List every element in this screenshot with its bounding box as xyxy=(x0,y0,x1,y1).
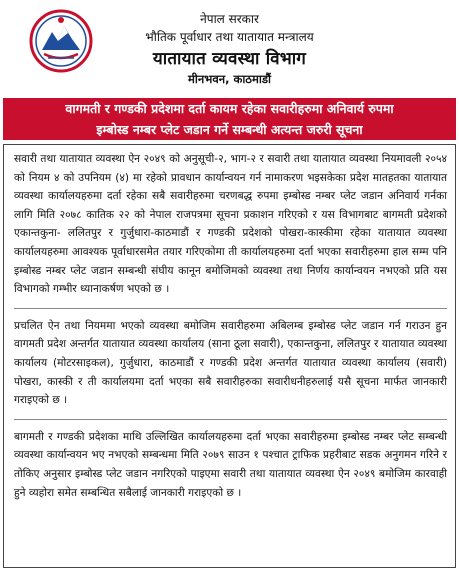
notice-title-line-1: वागमती र गण्डकी प्रदेशमा दर्ता कायम रहेका सवारीहरुमा अनिवार्य रुपमा xyxy=(65,101,394,116)
notice-paragraph-2: प्रचलित ऐन तथा नियममा भएको व्यवस्था बमोजिम सवारीहरुमा अबिलम्ब इम्बोस्ड प्लेट जडान गर्न गराउन हुन वागमती प्रदेश अन्तर्गत यातायात व्यवस्था कार्यालय (साना ठूला सवारी), एकान्तकुना, ललितपुर र यातायात व्यवस्था कार्यालय (मोटरसाइकल), गुर्जुधारा, काठमाडौं र गण्डकी प्रदेश अन्तर्गत यातायात व्यवस्था कार्यालय (सवारी) पोखरा, कास्की र ती कार्यालयमा दर्ता भएका सबै सवारीहरुका सवारीधनीहरुलाई यसै सूचना मार्फत जानकारी गराइएको छ । xyxy=(14,319,447,407)
notice-paragraph-3: बागमती र गण्डकी प्रदेशका माथि उल्लिखित कार्यालयहरुमा दर्ता भएका सवारीहरुमा इम्बोस्ड नम्बर प्लेट सम्बन्धी व्यवस्था कार्यान्वयन भए नभएको सम्बन्धमा मिति २०७९ साउन १ पश्चात ट्राफिक प्रहरीबाट सडक अनुगमन गरिने र तोकिए अनुसार इम्बोस्ड प्लेट जडान नगरिएको पाइएमा सवारी तथा यातायात व्यवस्था ऐन २०४९ बमोजिम कारवाही हुने व्यहोरा समेत सम्बन्धित सबैलाई जानकारी गराइएको छ । xyxy=(14,430,447,499)
paragraph-divider xyxy=(14,308,447,309)
government-name: नेपाल सरकार xyxy=(200,12,259,26)
office-location: मीनभवन, काठमाडौं xyxy=(188,72,271,86)
notice-title-line-2: इम्बोस्ड नम्बर प्लेट जडान गर्ने सम्बन्धी अत्यन्त जरुरी सूचना xyxy=(96,122,363,137)
notice-paragraph-1: सवारी तथा यातायात व्यवस्था ऐन २०४९ को अनुसूची-२, भाग-२ र सवारी तथा यातायात व्यवस्था नियमावली २०५४ को नियम ४ को उपनियम (४) मा रहेको प्रावधान कार्यान्वयन गर्न नामाकरण भइसकेका प्रदेश मातहतका यातायात व्यवस्था कार्यालयहरुमा दर्ता रहेका सबै सवारीहरुमा चरणबद्ध रुपमा इम्बोस्ड नम्बर प्लेट जडान अनिवार्य गर्नका लागि मिति २०७८ कातिक २२ को नेपाल राजपत्रमा सूचना प्रकाशन गरिएको र यस विभागबाट बागमती प्रदेशको एकान्तकुना- ललितपुर र गुर्जुधारा-काठमाडौं र गण्डकी प्रदेशको पोखरा-कास्कीमा रहेका यातायात व्यवस्था कार्यालयहरुमा आवश्यक पूर्वाधारसमेत तयार गरिएकोमा ती कार्यालयहरुमा दर्ता भएका सवारीहरुमा हाल सम्म पनि इम्बोस्ड नम्बर प्लेट जडान सम्बन्धी संघीय कानून बमोजिमको व्यवस्था तथा निर्णय कार्यान्वयन नभएको प्रति यस विभागको गम्भीर ध्यानाकर्षण भएको छ । xyxy=(14,153,447,296)
department-name: यातायात व्यवस्था विभाग xyxy=(152,49,307,69)
notice-body xyxy=(3,144,456,568)
notice-header xyxy=(0,0,459,100)
paragraph-divider xyxy=(14,419,447,420)
notice-title-banner xyxy=(3,98,456,140)
ministry-name: भौतिक पूर्वाधार तथा यातायात मन्त्रालय xyxy=(145,30,314,44)
